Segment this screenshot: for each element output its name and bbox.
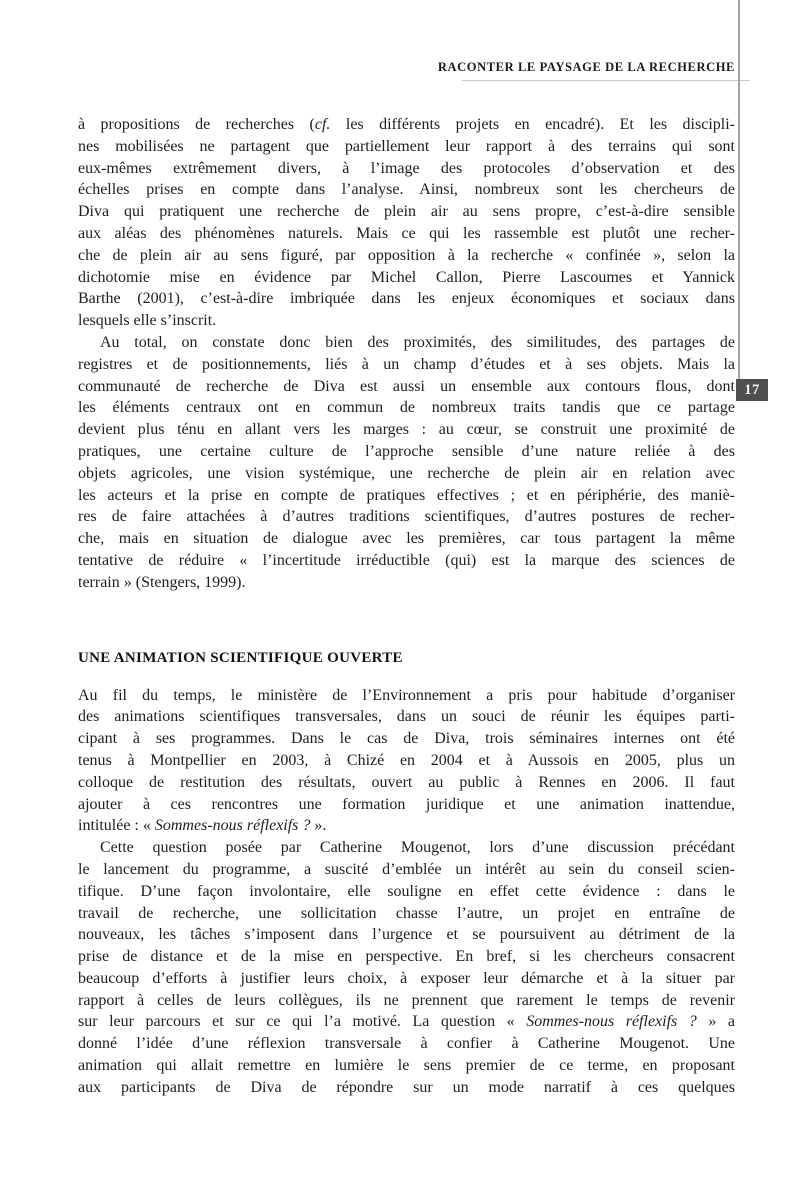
- text-line: eux-mêmes extrêmement divers, à l’image des protocoles d’observation et des: [78, 159, 735, 177]
- text-segment: intitulée : «: [78, 817, 155, 835]
- running-header-rule: [462, 80, 750, 81]
- text-line: colloque de restitution des résultats, ouvert au public à Rennes en 2006. Il faut: [78, 773, 735, 791]
- paragraph: [78, 837, 735, 1099]
- text-line: devient plus ténu en allant vers les marges : au cœur, se construit une proximité de: [78, 421, 735, 439]
- text-line: objets agricoles, une vision systémique, une recherche de plein air en relation avec: [78, 464, 735, 482]
- text-line: registres et de positionnements, liés à un champ d’études et à ses objets. Mais la: [78, 355, 735, 373]
- text-line: des animations scientifiques transversales, dans un souci de réunir les équipes parti-: [78, 708, 735, 726]
- text-line: rapport à celles de leurs collègues, ils ne prennent que rarement le temps de revenir: [78, 991, 735, 1009]
- text-line: [78, 1011, 735, 1033]
- text-line: animation qui allait remettre en lumière le sens premier de ce terme, en proposant: [78, 1057, 735, 1075]
- paragraph: [78, 685, 735, 838]
- text-line: Au total, on constate donc bien des proximités, des similitudes, des partages de: [100, 333, 735, 351]
- text-segment: » a: [696, 1013, 735, 1031]
- text-line: tenus à Montpellier en 2003, à Chizé en 2004 et à Aussois en 2005, plus un: [78, 751, 735, 769]
- text-line: le lancement du programme, a suscité d’emblée un intérêt au sein du conseil scien-: [78, 860, 735, 878]
- text-line: prise de distance et de la mise en perspective. En bref, si les chercheurs consacrent: [78, 948, 735, 966]
- body-text: [78, 114, 735, 1099]
- text-line: che, mais en situation de dialogue avec les premières, car tous partagent la même: [78, 530, 735, 548]
- text-segment: à propositions de recherches (: [78, 116, 315, 133]
- text-line: cipant à ses programmes. Dans le cas de Diva, trois séminaires internes ont été: [78, 730, 735, 748]
- text-line: res de faire attachées à d’autres traditions scientifiques, d’autres postures de recher-: [78, 508, 735, 526]
- text-line: lesquels elle s’inscrit.: [78, 312, 217, 330]
- text-line: communauté de recherche de Diva est aussi un ensemble aux contours flous, dont: [78, 377, 735, 395]
- text-line: che de plein air au sens figuré, par opposition à la recherche « confinée », selon la: [78, 246, 735, 264]
- text-line: [78, 114, 735, 136]
- text-line: nes mobilisées ne partagent que partiellement leur rapport à des terrains qui sont: [78, 137, 735, 155]
- page-edge-rule: [738, 0, 740, 379]
- italic-text: Sommes-nous réflexifs ?: [154, 817, 311, 835]
- text-line: travail de recherche, une sollicitation chasse l’autre, un projet en entraîne de: [78, 904, 735, 922]
- text-line: les acteurs et la prise en compte de pratiques effectives ; et en périphérie, des maniè-: [78, 486, 735, 504]
- paragraph: [78, 332, 735, 594]
- text-line: Cette question posée par Catherine Mougenot, lors d’une discussion précédant: [100, 839, 735, 857]
- text-line: [78, 815, 735, 837]
- text-line: ajouter à ces rencontres une formation juridique et une animation inattendue,: [78, 795, 735, 813]
- page-number-badge: [736, 379, 768, 401]
- text-line: pratiques, une certaine culture de l’approche sensible d’une nature reliée à des: [78, 442, 735, 460]
- text-segment: sur leur parcours et sur ce qui l’a motivé. La question «: [78, 1013, 527, 1031]
- text-line: tifique. D’une façon involontaire, elle souligne en effet cette évidence : dans le: [78, 882, 735, 900]
- running-header: RACONTER LE PAYSAGE DE LA RECHERCHE: [437, 60, 735, 74]
- text-line: terrain » (Stengers, 1999).: [78, 573, 246, 591]
- text-line: Au fil du temps, le ministère de l’Environnement a pris pour habitude d’organiser: [78, 686, 735, 704]
- text-line: donné l’idée d’une réflexion transversale à confier à Catherine Mougenot. Une: [78, 1035, 735, 1053]
- text-line: aux participants de Diva de répondre sur un mode narratif à ces quelques: [78, 1078, 735, 1096]
- text-line: tentative de réduire « l’incertitude irréductible (qui) est la marque des sciences de: [78, 551, 735, 569]
- italic-text: cf.: [314, 116, 331, 133]
- text-line: beaucoup d’efforts à justifier leurs choix, à exposer leur démarche et à la situer par: [78, 969, 735, 987]
- paragraph: [78, 114, 735, 332]
- text-segment: ».: [310, 817, 327, 835]
- text-line: les éléments centraux ont en commun de nombreux traits tandis que ce partage: [78, 399, 735, 417]
- text-segment: les différents projets en encadré). Et les discipli-: [330, 116, 735, 133]
- text-line: échelles prises en compte dans l’analyse. Ainsi, nombreux sont les chercheurs de: [78, 181, 735, 199]
- text-line: aux aléas des phénomènes naturels. Mais ce qui les rassemble est plutôt une recher-: [78, 224, 735, 242]
- text-line: nouveaux, les tâches s’imposent dans l’urgence et se poursuivent au détriment de la: [78, 926, 735, 944]
- text-line: Diva qui pratiquent une recherche de plein air au sens propre, c’est-à-dire sensible: [78, 203, 735, 221]
- text-line: Barthe (2001), c’est-à-dire imbriquée dans les enjeux économiques et sociaux dans: [78, 290, 735, 308]
- text-line: dichotomie mise en évidence par Michel Callon, Pierre Lascoumes et Yannick: [78, 268, 735, 286]
- section-heading: UNE ANIMATION SCIENTIFIQUE OUVERTE: [78, 649, 403, 666]
- italic-text: Sommes-nous réflexifs ?: [526, 1013, 697, 1031]
- page-number: 17: [744, 381, 760, 398]
